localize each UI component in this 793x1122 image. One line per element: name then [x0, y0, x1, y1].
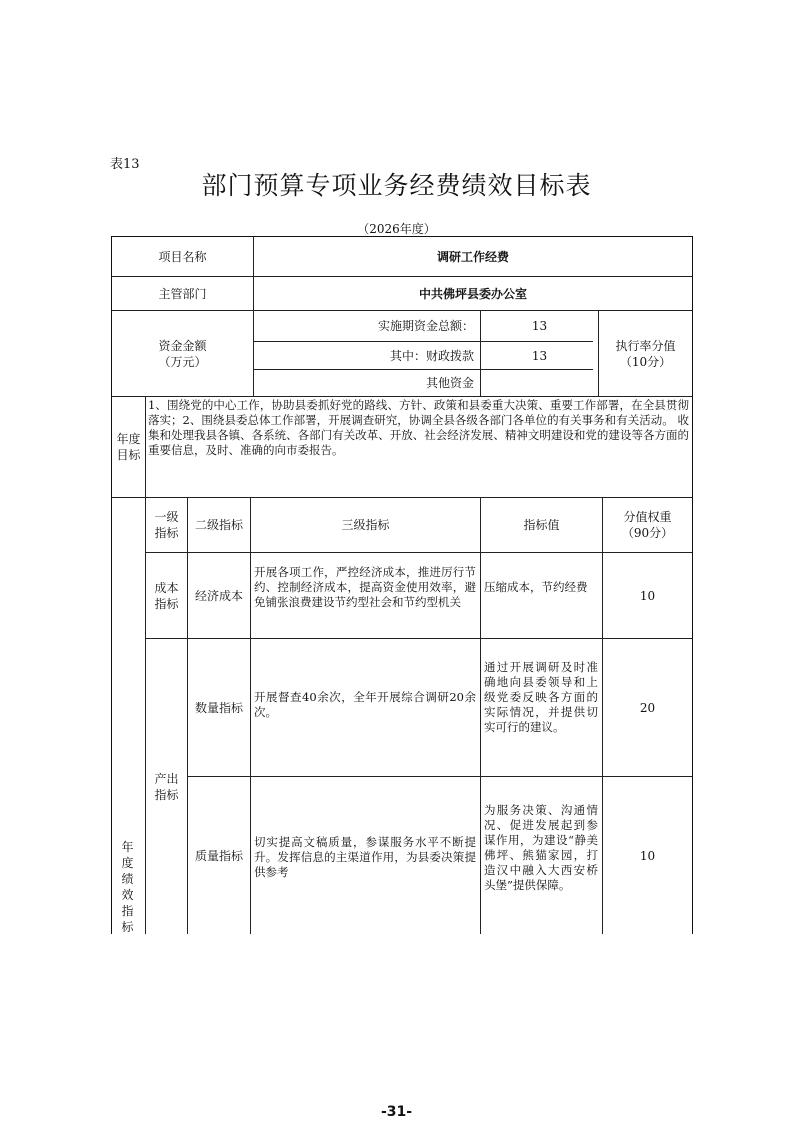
other-funds-label: 其他资金 — [425, 376, 474, 390]
table-rule — [480, 497, 481, 934]
row-level3: 开展各项工作，严控经济成本，推进厉行节约、控制经济成本，提高资金使用效率，避免铺张浪费建设节约型社会和节约型机关 — [254, 565, 476, 609]
header-level2: 二级指标 — [194, 518, 243, 532]
department-label: 主管部门 — [158, 286, 207, 301]
row-level1: 产出 指标 — [154, 771, 179, 802]
annual-goal-label: 年度 目标 — [116, 432, 141, 462]
row-level1: 成本 指标 — [154, 580, 179, 611]
fiscal-funds-value: 13 — [531, 348, 548, 363]
row-value: 压缩成本，节约经费 — [484, 580, 588, 594]
total-funds-label: 实施期资金总额： — [377, 319, 474, 333]
row-level3: 开展督查40余次，全年开展综合调研20余次。 — [254, 690, 476, 719]
annual-indicators-label: 年度绩效指标 — [121, 840, 136, 934]
table-border-right — [692, 236, 693, 934]
table-rule — [111, 396, 693, 397]
fiscal-year: （2026年度） — [357, 222, 436, 236]
row-level2: 质量指标 — [194, 848, 243, 863]
row-value: 通过开展调研及时准确地向县委领导和上级党委反映各方面的实际情况，并提供切实可行的建议。 — [484, 660, 598, 734]
row-level2: 数量指标 — [194, 700, 243, 715]
row-level3: 切实提高文稿质量，参谋服务水平不断提升。发挥信息的主渠道作用，为县委决策提供参考 — [254, 835, 476, 879]
total-funds-value: 13 — [531, 319, 548, 333]
funds-label: 资金金额 （万元） — [158, 338, 207, 369]
row-level2: 经济成本 — [194, 588, 243, 603]
header-value: 指标值 — [523, 518, 560, 532]
header-level1: 一级 指标 — [154, 510, 179, 540]
other-funds-value — [481, 370, 598, 396]
table-label: 表13 — [110, 157, 140, 172]
fiscal-funds-label: 其中：财政拨款 — [389, 348, 474, 363]
header-level3: 三级指标 — [341, 518, 390, 532]
department-value: 中共佛坪县委办公室 — [418, 286, 527, 301]
header-weight: 分值权重 （90分） — [621, 510, 674, 540]
project-name-value: 调研工作经费 — [436, 249, 509, 264]
row-weight: 10 — [639, 588, 656, 603]
row-weight: 20 — [639, 700, 656, 715]
annual-goal-text: 1、围绕党的中心工作，协助县委抓好党的路线、方针、政策和县委重大决策、重要工作部署，在全县贯彻落实；2、围绕县委总体工作部署，开展调查研究，协调全县各级各部门各单位的有关事务和有关活动。 收集和处理我县各镇、各系统、各部门有关改革、开放、社会经济发展、精神文明建设和党的建设等各方面的重要信息，及时、准确的向市委报告。 — [148, 398, 689, 457]
execution-rate-label: 执行率分值 （10分） — [615, 338, 676, 369]
project-name-label: 项目名称 — [158, 249, 207, 264]
table-rule — [250, 497, 251, 934]
row-value: 为服务决策、沟通情况、促进发展起到参谋作用，为建设“静美佛坪、熊猫家园，打造汉中融入大西安桥头堡”提供保障。 — [484, 803, 598, 892]
row-weight: 10 — [639, 848, 656, 863]
page-number: -31- — [380, 1104, 413, 1120]
page-title: 部门预算专项业务经费绩效目标表 — [201, 171, 592, 200]
